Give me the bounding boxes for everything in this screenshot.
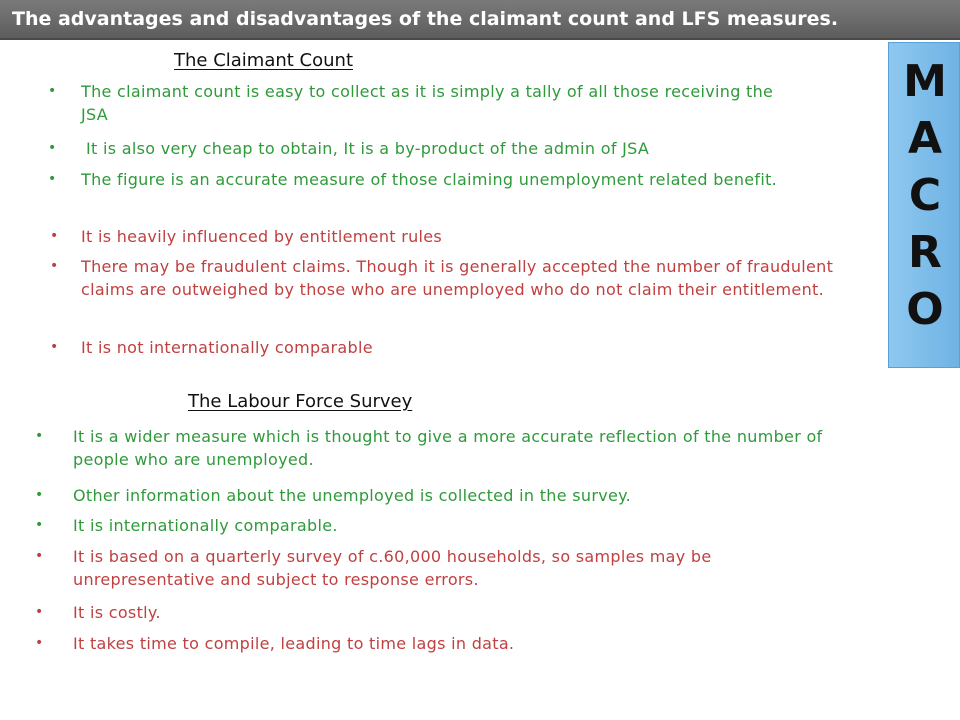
bullet-icon: •: [48, 83, 57, 99]
bullet-icon: •: [48, 140, 57, 156]
labour-force-survey-heading: The Labour Force Survey: [188, 391, 413, 412]
bullet-icon: •: [50, 339, 59, 355]
macro-letter: M: [903, 56, 947, 107]
list-item: [35, 514, 855, 537]
list-item: [35, 601, 855, 624]
list-item: [48, 255, 858, 301]
bullet-icon: •: [35, 487, 44, 503]
bullet-icon: •: [48, 171, 57, 187]
bullet-icon: •: [35, 635, 44, 651]
list-item-text: It is based on a quarterly survey of c.60,000 households, so samples may be unrepresentative and subject to response errors.: [73, 547, 712, 589]
list-item-text: It takes time to compile, leading to time lags in data.: [73, 634, 515, 653]
list-item-text: It is also very cheap to obtain, It is a by-product of the admin of JSA: [86, 139, 650, 158]
list-item: [35, 545, 855, 591]
list-item: [35, 484, 855, 507]
macro-side-banner: [888, 42, 960, 368]
claimant-count-heading: The Claimant Count: [174, 50, 354, 71]
list-item: [48, 80, 848, 126]
bullet-icon: •: [35, 548, 44, 564]
bullet-icon: •: [35, 604, 44, 620]
macro-letter: O: [906, 284, 944, 335]
macro-letter: C: [908, 170, 942, 221]
list-item: [48, 168, 848, 191]
list-item-text: It is a wider measure which is thought to give a more accurate reflection of the number of people who are unemployed.: [73, 427, 823, 469]
list-item: [48, 225, 848, 248]
list-item-text: It is internationally comparable.: [73, 516, 338, 535]
list-item-text: The figure is an accurate measure of those claiming unemployment related benefit.: [81, 170, 778, 189]
list-item: [48, 137, 848, 160]
list-item: [48, 336, 848, 359]
list-item-text: It is costly.: [73, 603, 161, 622]
macro-letter: A: [907, 113, 943, 164]
bullet-icon: •: [50, 258, 59, 274]
list-item-text: It is not internationally comparable: [81, 338, 373, 357]
macro-letter: R: [908, 227, 942, 278]
list-item-text: It is heavily influenced by entitlement rules: [81, 227, 443, 246]
bullet-icon: •: [35, 428, 44, 444]
slide-title: The advantages and disadvantages of the claimant count and LFS measures.: [12, 8, 839, 30]
title-bar: [0, 0, 960, 40]
list-item-text: There may be fraudulent claims. Though it is generally accepted the number of fraudulent claims are outweighed by those who are unemployed who do not claim their entitlement.: [81, 257, 834, 299]
list-item-text: Other information about the unemployed is collected in the survey.: [73, 486, 631, 505]
list-item: [35, 425, 855, 471]
bullet-icon: •: [35, 517, 44, 533]
bullet-icon: •: [50, 228, 59, 244]
list-item-text: The claimant count is easy to collect as it is simply a tally of all those receiving the JSA: [81, 82, 774, 124]
list-item: [35, 632, 855, 655]
